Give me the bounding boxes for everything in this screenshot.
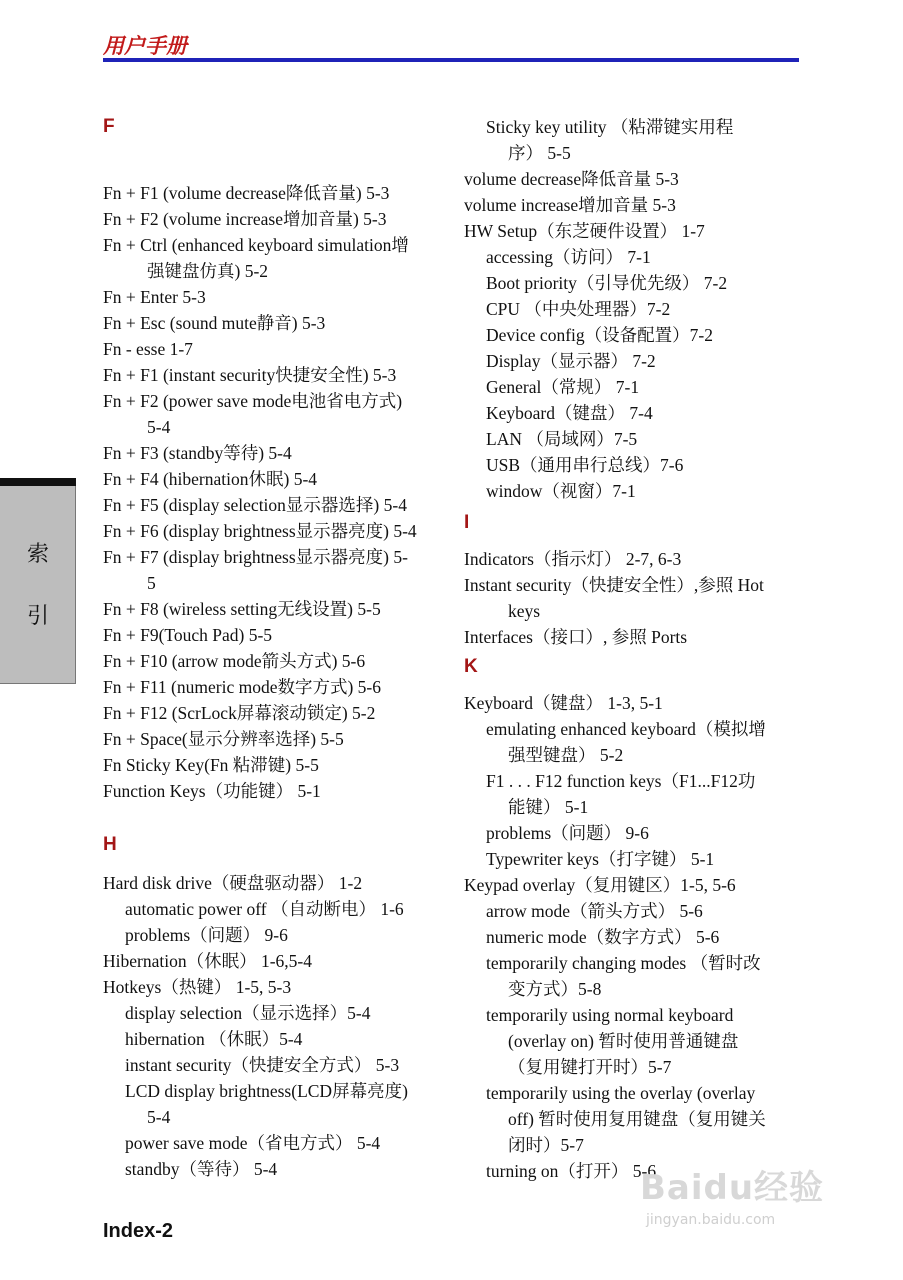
index-entry: hibernation （休眠）5-4 (125, 1029, 303, 1049)
index-entry: numeric mode（数字方式） 5-6 (486, 927, 720, 947)
index-entry: Fn + Esc (sound mute静音) 5-3 (103, 313, 326, 333)
index-entry: 5-4 (147, 1107, 171, 1127)
watermark-logo: Baidu经验 (640, 1168, 825, 1208)
index-entry: Interfaces（接口）, 参照 Ports (464, 627, 688, 647)
index-entry: 序） 5-5 (508, 143, 571, 163)
index-entry: Keyboard（键盘） 7-4 (486, 403, 653, 423)
index-entry: Fn + F2 (volume increase增加音量) 5-3 (103, 209, 387, 229)
header-rule (103, 58, 799, 62)
index-entry: Function Keys（功能键） 5-1 (103, 781, 321, 801)
index-entry: window（视窗）7-1 (486, 481, 636, 501)
watermark-url: jingyan.baidu.com (646, 1212, 776, 1228)
index-entry: Fn + F12 (ScrLock屏幕滚动锁定) 5-2 (103, 703, 376, 723)
index-entry: Fn Sticky Key(Fn 粘滞键) 5-5 (103, 755, 319, 775)
index-side-tab-label (0, 524, 76, 648)
index-section-heading: I (464, 512, 470, 533)
index-section-heading: H (103, 834, 117, 855)
index-section-heading: K (464, 656, 478, 677)
index-entry: Fn - esse 1-7 (103, 339, 193, 359)
index-entry: Fn + Enter 5-3 (103, 287, 206, 307)
index-entry: display selection（显示选择）5-4 (125, 1003, 371, 1023)
index-entry: 变方式）5-8 (508, 979, 602, 999)
index-entry: F1 . . . F12 function keys（F1...F12功 (486, 771, 756, 791)
index-entry: CPU （中央处理器）7-2 (486, 299, 671, 319)
index-entry: volume decrease降低音量 5-3 (464, 169, 679, 189)
index-entry: Hotkeys（热键） 1-5, 5-3 (103, 977, 292, 997)
index-entry: automatic power off （自动断电） 1-6 (125, 899, 404, 919)
index-entry: Fn + F11 (numeric mode数字方式) 5-6 (103, 677, 382, 697)
index-entry: Keyboard（键盘） 1-3, 5-1 (464, 693, 663, 713)
index-entry: Fn + F10 (arrow mode箭头方式) 5-6 (103, 651, 366, 671)
index-entry: Fn + F1 (volume decrease降低音量) 5-3 (103, 183, 390, 203)
side-tab-char: 引 (26, 604, 49, 629)
index-entry: keys (508, 601, 541, 621)
index-entry: 5-4 (147, 417, 171, 437)
index-entry: Indicators（指示灯） 2-7, 6-3 (464, 549, 682, 569)
index-entry: 能键） 5-1 (508, 797, 589, 817)
index-entry: LAN （局域网）7-5 (486, 429, 638, 449)
index-side-tab-bar (0, 478, 76, 486)
index-entry: Fn + F5 (display selection显示器选择) 5-4 (103, 495, 407, 515)
index-entry: power save mode（省电方式） 5-4 (125, 1133, 381, 1153)
index-entry: Typewriter keys（打字键） 5-1 (486, 849, 715, 869)
index-entry: instant security（快捷安全方式） 5-3 (125, 1055, 400, 1075)
index-entry: temporarily using the overlay (overlay (486, 1083, 756, 1103)
index-entry: problems（问题） 9-6 (486, 823, 649, 843)
index-entry: Keypad overlay（复用键区）1-5, 5-6 (464, 875, 736, 895)
index-entry: Fn + F7 (display brightness显示器亮度) 5- (103, 547, 408, 567)
index-entry: Hibernation（休眠） 1-6,5-4 (103, 951, 312, 971)
index-entry: Fn + Ctrl (enhanced keyboard simulation增 (103, 235, 409, 255)
index-entry: Instant security（快捷安全性）,参照 Hot (464, 575, 764, 595)
index-entry: turning on（打开） 5-6 (486, 1161, 657, 1181)
index-entry: USB（通用串行总线）7-6 (486, 455, 684, 475)
index-entry: Device config（设备配置）7-2 (486, 325, 713, 345)
index-entry: volume increase增加音量 5-3 (464, 195, 676, 215)
index-entry: off) 暂时使用复用键盘（复用键关 (508, 1109, 766, 1129)
index-entry: Sticky key utility （粘滞键实用程 (486, 117, 734, 137)
index-entry: Fn + F8 (wireless setting无线设置) 5-5 (103, 599, 381, 619)
index-entry: 强键盘仿真) 5-2 (147, 261, 269, 281)
index-entry: problems（问题） 9-6 (125, 925, 288, 945)
index-entry: (overlay on) 暂时使用普通键盘 (508, 1031, 739, 1051)
index-entry: Boot priority（引导优先级） 7-2 (486, 273, 728, 293)
watermark (640, 1160, 850, 1250)
index-entry: temporarily using normal keyboard (486, 1005, 734, 1025)
index-entry: Fn + F1 (instant security快捷安全性) 5-3 (103, 365, 397, 385)
index-entry: Fn + F2 (power save mode电池省电方式) (103, 391, 403, 411)
index-entry: Hard disk drive（硬盘驱动器） 1-2 (103, 873, 363, 893)
index-entry: standby（等待） 5-4 (125, 1159, 278, 1179)
index-entry: LCD display brightness(LCD屏幕亮度) (125, 1081, 408, 1101)
side-tab-char: 索 (26, 542, 49, 567)
index-entry: 5 (147, 573, 156, 593)
index-entry: 闭时）5-7 (508, 1135, 584, 1155)
index-entry: temporarily changing modes （暂时改 (486, 953, 761, 973)
header-title: 用户手册 (103, 34, 187, 58)
index-entry: General（常规） 7-1 (486, 377, 640, 397)
index-entry: Fn + F3 (standby等待) 5-4 (103, 443, 292, 463)
index-entry: accessing（访问） 7-1 (486, 247, 651, 267)
index-entry: arrow mode（箭头方式） 5-6 (486, 901, 703, 921)
index-section-heading: F (103, 116, 115, 137)
index-entry: Fn + F9(Touch Pad) 5-5 (103, 625, 273, 645)
index-entry: HW Setup（东芝硬件设置） 1-7 (464, 221, 705, 241)
index-entry: Fn + F4 (hibernation休眠) 5-4 (103, 469, 318, 489)
index-entry: Fn + Space(显示分辨率选择) 5-5 (103, 729, 344, 749)
page-number: Index-2 (103, 1220, 174, 1242)
index-entry: 强型键盘） 5-2 (508, 745, 624, 765)
index-entry: （复用键打开时）5-7 (508, 1057, 672, 1077)
index-entry: emulating enhanced keyboard（模拟增 (486, 719, 766, 739)
index-entry: Display（显示器） 7-2 (486, 351, 656, 371)
index-entry: Fn + F6 (display brightness显示器亮度) 5-4 (103, 521, 417, 541)
